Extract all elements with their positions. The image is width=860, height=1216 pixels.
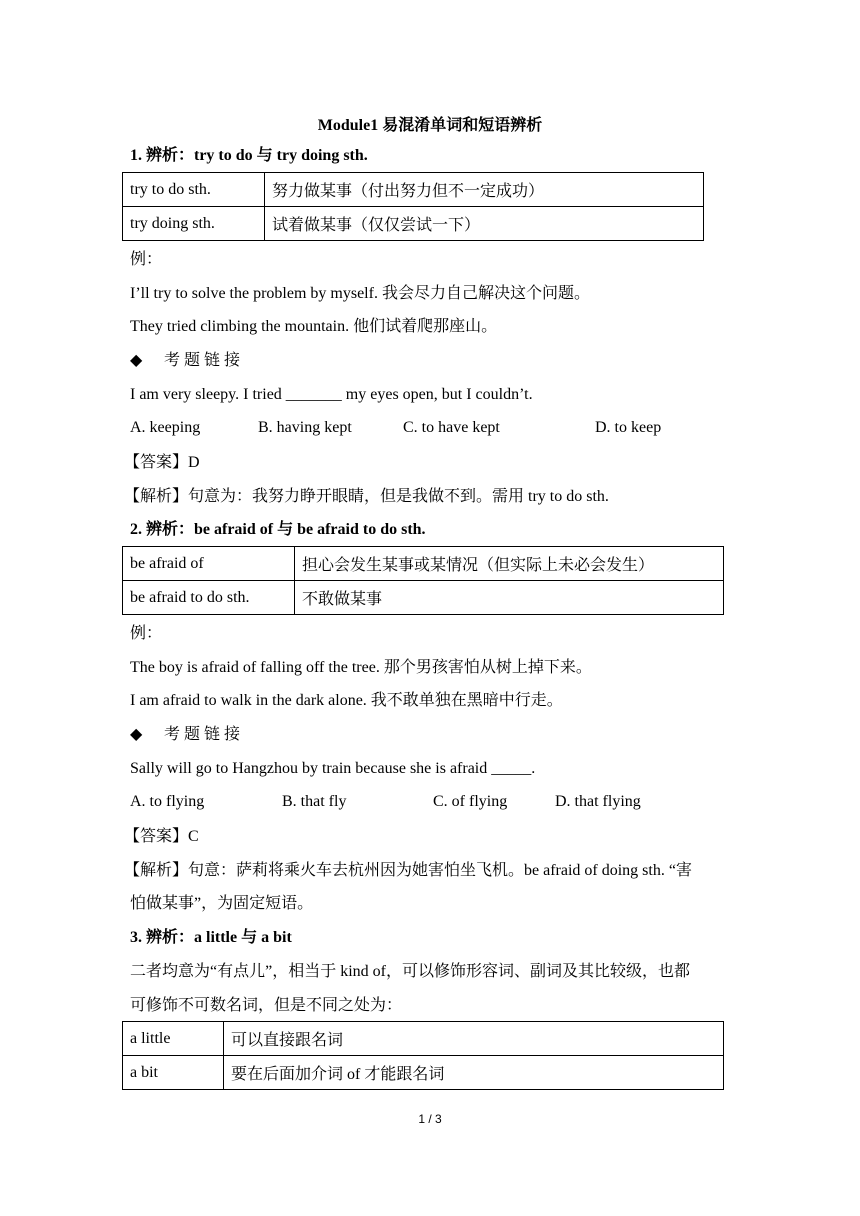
question-text: I am very sleepy. I tried _______ my eyes open, but I couldn’t. (130, 386, 533, 403)
example-sentence: The boy is afraid of falling off the tree. 那个男孩害怕从树上掉下来。 (130, 659, 592, 676)
option-c: C. to have kept (403, 419, 500, 436)
answer-text: 【答案】C (124, 828, 199, 845)
page-number: 1 / 3 (418, 1112, 442, 1126)
table-cell: 试着做某事（仅仅尝试一下） (265, 207, 704, 241)
section-1-table (122, 172, 704, 241)
answer-text: 【答案】D (124, 454, 200, 471)
table-cell: a little (123, 1022, 224, 1056)
section-1-heading: 1. 辨析：try to do 与 try doing sth. (130, 147, 368, 164)
table-cell: 不敢做某事 (295, 581, 724, 615)
table-row (123, 207, 704, 241)
table-row (123, 581, 724, 615)
section-2-table (122, 546, 724, 615)
table-cell: 要在后面加介词 of 才能跟名词 (224, 1056, 724, 1090)
example-sentence: I’ll try to solve the problem by myself. 我会尽力自己解决这个问题。 (130, 285, 590, 302)
page-title: Module1 易混淆单词和短语辨析 (317, 117, 543, 134)
question-text: Sally will go to Hangzhou by train because she is afraid _____. (130, 760, 536, 777)
example-label: 例： (130, 251, 163, 268)
paragraph-text: 可修饰不可数名词，但是不同之处为： (130, 997, 403, 1014)
analysis-text: 【解析】句意为：我努力睁开眼睛，但是我做不到。需用 try to do sth. (124, 488, 609, 505)
section-3-heading: 3. 辨析：a little 与 a bit (130, 929, 292, 946)
option-d: D. to keep (595, 419, 662, 436)
section-3-table (122, 1021, 724, 1090)
option-b: B. that fly (282, 793, 347, 810)
exam-link-label: 考题链接 (164, 726, 245, 743)
section-2-heading: 2. 辨析：be afraid of 与 be afraid to do sth. (130, 521, 426, 538)
analysis-text: 【解析】句意：萨莉将乘火车去杭州因为她害怕坐飞机。be afraid of doing sth. “害 (124, 862, 692, 879)
paragraph-text: 二者均意为“有点儿”，相当于 kind of，可以修饰形容词、副词及其比较级，也都 (130, 963, 690, 980)
table-cell: try doing sth. (123, 207, 265, 241)
option-c: C. of flying (433, 793, 508, 810)
analysis-text: 怕做某事”，为固定短语。 (130, 895, 314, 912)
table-row (123, 547, 724, 581)
option-a: A. to flying (130, 793, 205, 810)
exam-link (130, 351, 244, 371)
table-row (123, 1022, 724, 1056)
diamond-icon: ◆ (130, 726, 143, 743)
table-cell: be afraid to do sth. (123, 581, 295, 615)
exam-link (130, 725, 244, 745)
example-sentence: They tried climbing the mountain. 他们试着爬那座山。 (130, 318, 498, 335)
table-cell: a bit (123, 1056, 224, 1090)
table-cell: be afraid of (123, 547, 295, 581)
example-sentence: I am afraid to walk in the dark alone. 我不敢单独在黑暗中行走。 (130, 692, 563, 709)
option-a: A. keeping (130, 419, 201, 436)
table-cell: try to do sth. (123, 173, 265, 207)
diamond-icon: ◆ (130, 352, 143, 369)
table-row (123, 1056, 724, 1090)
option-d: D. that flying (555, 793, 641, 810)
example-label: 例： (130, 625, 163, 642)
table-cell: 可以直接跟名词 (224, 1022, 724, 1056)
table-cell: 努力做某事（付出努力但不一定成功） (265, 173, 704, 207)
option-b: B. having kept (258, 419, 352, 436)
table-cell: 担心会发生某事或某情况（但实际上未必会发生） (295, 547, 724, 581)
table-row (123, 173, 704, 207)
exam-link-label: 考题链接 (164, 352, 245, 369)
